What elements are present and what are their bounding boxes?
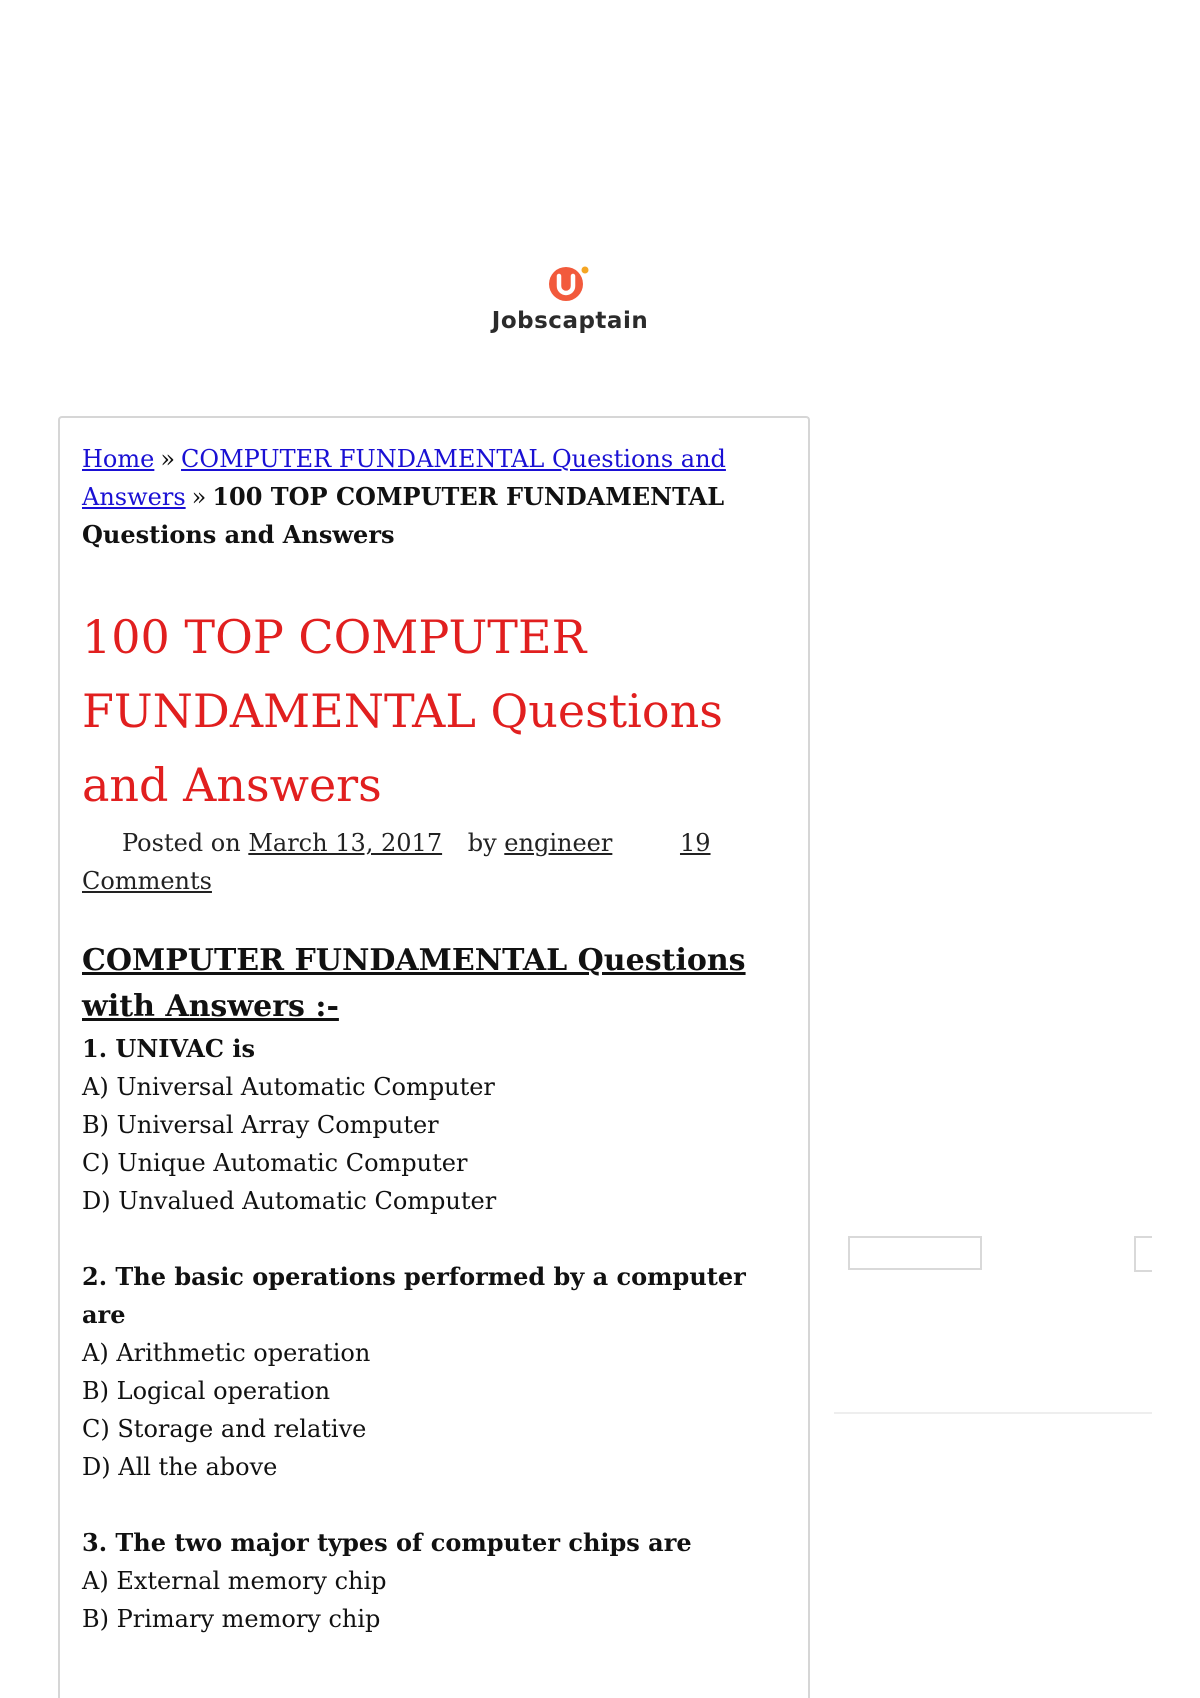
logo-text: Jobscaptain bbox=[491, 308, 649, 334]
site-logo[interactable] bbox=[480, 262, 660, 342]
section-heading: COMPUTER FUNDAMENTAL Questions with Answers :- bbox=[82, 943, 746, 1024]
breadcrumb-separator: » bbox=[191, 483, 207, 511]
answer-option: D) Unvalued Automatic Computer bbox=[82, 1187, 497, 1215]
breadcrumb bbox=[82, 440, 786, 554]
answer-option: A) External memory chip bbox=[82, 1567, 387, 1595]
by-label: by bbox=[467, 829, 497, 857]
answer-option: C) Unique Automatic Computer bbox=[82, 1149, 468, 1177]
question-text: 1. UNIVAC is bbox=[82, 1034, 255, 1063]
comments-link[interactable]: 19 Comments bbox=[82, 829, 711, 895]
answer-option: B) Logical operation bbox=[82, 1377, 331, 1405]
posted-on-label: Posted on bbox=[122, 829, 241, 857]
question-text: 2. The basic operations performed by a computer are bbox=[82, 1262, 746, 1329]
question-block bbox=[82, 1258, 786, 1486]
post-title: 100 TOP COMPUTER FUNDAMENTAL Questions and Answers bbox=[82, 610, 723, 812]
author-link[interactable]: engineer bbox=[504, 829, 613, 857]
question-text: 3. The two major types of computer chips are bbox=[82, 1528, 692, 1557]
sidebar-placeholder-box bbox=[1134, 1236, 1152, 1272]
breadcrumb-category-link[interactable]: COMPUTER FUNDAMENTAL Questions and Answers bbox=[82, 445, 726, 511]
post-meta bbox=[82, 824, 786, 900]
answer-option: A) Universal Automatic Computer bbox=[82, 1073, 495, 1101]
breadcrumb-home-link[interactable]: Home bbox=[82, 445, 155, 473]
sidebar-divider bbox=[834, 1412, 1152, 1414]
answer-option: C) Storage and relative bbox=[82, 1415, 367, 1443]
post-date-link[interactable]: March 13, 2017 bbox=[248, 829, 443, 857]
sidebar-placeholder-box bbox=[848, 1236, 982, 1270]
breadcrumb-separator: » bbox=[160, 445, 176, 473]
article-card bbox=[58, 416, 810, 1698]
answer-option: B) Universal Array Computer bbox=[82, 1111, 439, 1139]
answer-option: B) Primary memory chip bbox=[82, 1605, 381, 1633]
answer-option: D) All the above bbox=[82, 1453, 278, 1481]
logo-mark-icon bbox=[544, 262, 596, 306]
answer-option: A) Arithmetic operation bbox=[82, 1339, 371, 1367]
question-block bbox=[82, 1524, 786, 1638]
question-block bbox=[82, 1030, 786, 1220]
breadcrumb-current: 100 TOP COMPUTER FUNDAMENTAL Questions and Answers bbox=[82, 482, 725, 549]
